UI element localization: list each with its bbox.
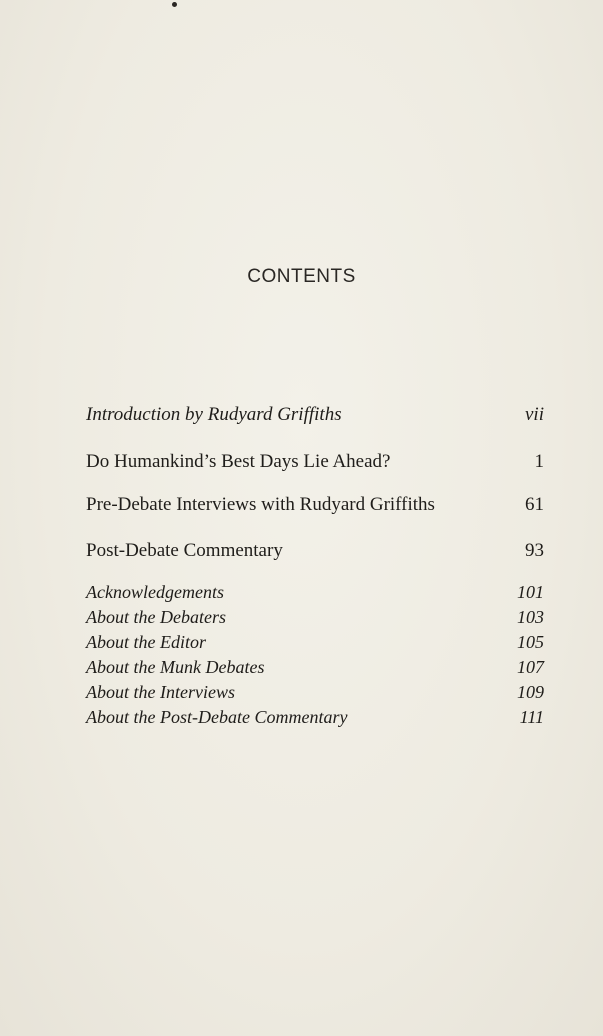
toc-entry-page: 103 <box>517 607 544 627</box>
toc-entry-about-interviews <box>86 682 544 703</box>
toc-entry-introduction <box>86 404 544 426</box>
toc-entry-debate <box>86 451 544 473</box>
toc-entry-page: 105 <box>517 632 544 652</box>
toc-entry-label: About the Post-Debate Commentary <box>86 707 348 727</box>
contents-heading: CONTENTS <box>247 266 356 287</box>
toc-entry-page: 109 <box>517 682 544 702</box>
toc-entry-label: Do Humankind’s Best Days Lie Ahead? <box>86 451 391 472</box>
toc-entry-page: 61 <box>525 494 544 515</box>
toc-entry-acknowledgements <box>86 582 544 603</box>
toc-entry-post-debate-commentary <box>86 540 544 562</box>
toc-entry-page: vii <box>525 404 544 425</box>
toc-entry-label: Pre-Debate Interviews with Rudyard Griffiths <box>86 494 435 515</box>
ink-speck <box>172 2 177 7</box>
toc-entry-label: About the Interviews <box>86 682 235 702</box>
toc-entry-about-munk-debates <box>86 657 544 678</box>
toc-entry-page: 101 <box>517 582 544 602</box>
toc-entry-label: Post-Debate Commentary <box>86 540 283 561</box>
toc-entry-label: Introduction by Rudyard Griffiths <box>86 404 342 425</box>
toc-entry-pre-debate-interviews <box>86 494 544 516</box>
toc-entry-label: About the Munk Debates <box>86 657 265 677</box>
toc-entry-about-post-debate-commentary <box>86 707 544 728</box>
toc-entry-page: 111 <box>519 707 544 727</box>
toc-entry-label: Acknowledgements <box>86 582 224 602</box>
toc-entry-about-debaters <box>86 607 544 628</box>
toc-entry-page: 1 <box>534 451 544 472</box>
toc-entry-page: 93 <box>525 540 544 561</box>
toc-entry-page: 107 <box>517 657 544 677</box>
toc-entry-label: About the Editor <box>86 632 206 652</box>
toc-entry-label: About the Debaters <box>86 607 226 627</box>
toc-entry-about-editor <box>86 632 544 653</box>
